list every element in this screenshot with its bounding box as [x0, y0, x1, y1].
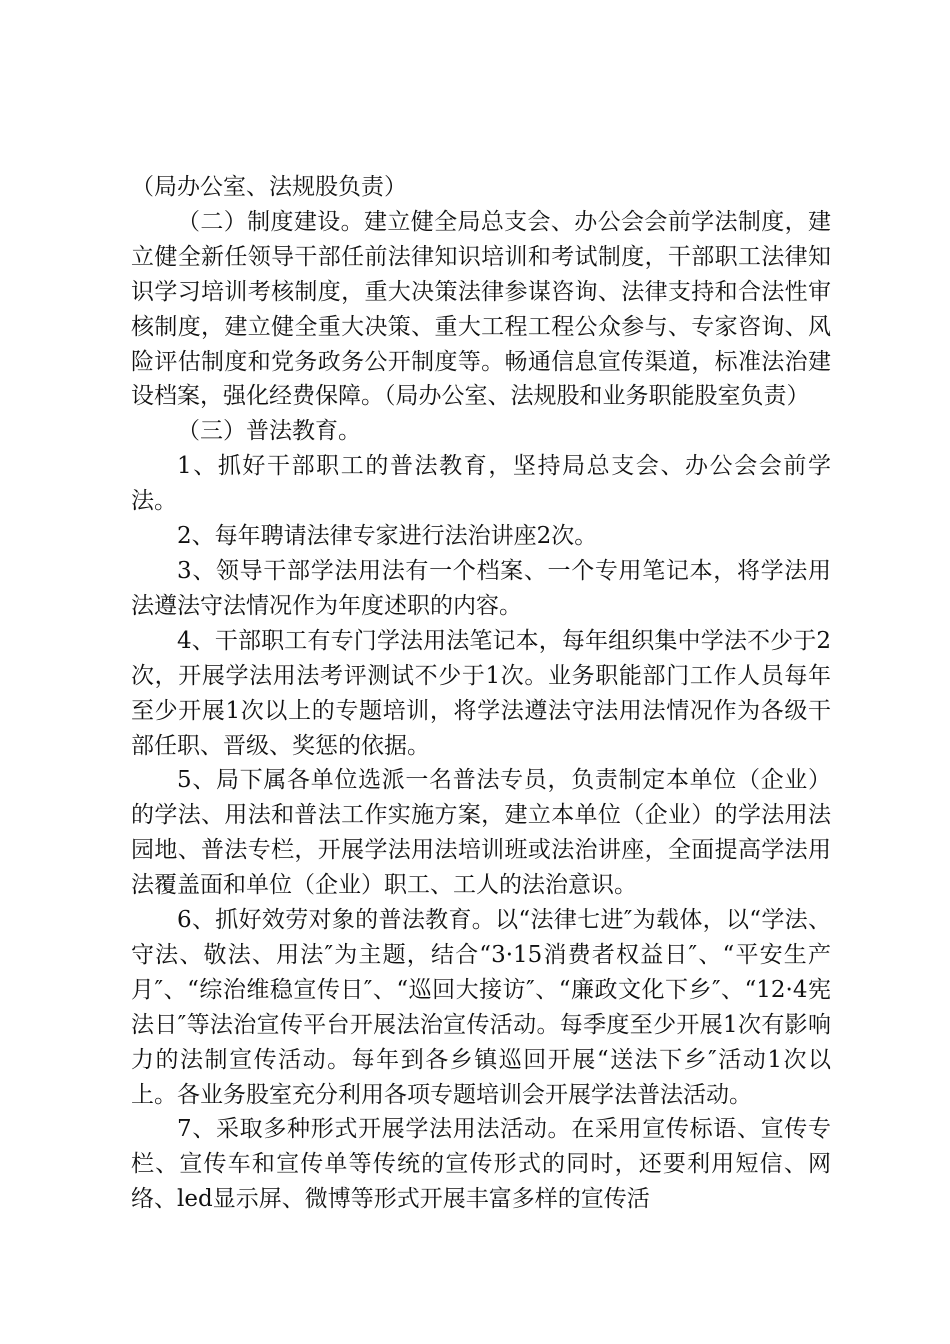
list-item-2: 2、每年聘请法律专家进行法治讲座2次。 [177, 523, 598, 550]
heading-legal-education: （三）普法教育。 [177, 418, 361, 445]
list-item-1: 1、抓好干部职工的普法教育，坚持局总支会、办公会会前学法。 [131, 453, 831, 515]
list-item-7: 7、采取多种形式开展学法用法活动。在采用宣传标语、宣传专栏、宣传车和宣传单等传统的宣传形式的同时，还要利用短信、网络、led显示屏、微博等形式开展丰富多样的宣传活 [131, 1116, 831, 1213]
list-item-4: 4、干部职工有专门学法用法笔记本，每年组织集中学法不少于2次，开展学法用法考评测试不少于1次。业务职能部门工作人员每年至少开展1次以上的专题培训，将学法遵法守法用法情况作为各级干部任职、晋级、奖惩的依据。 [131, 627, 831, 759]
list-item-5: 5、局下属各单位选派一名普法专员，负责制定本单位（企业）的学法、用法和普法工作实施方案，建立本单位（企业）的学法用法园地、普法专栏，开展学法用法培训班或法治讲座，全面提高学法用法覆盖面和单位（企业）职工、工人的法治意识。 [131, 767, 831, 899]
list-item-6: 6、抓好效劳对象的普法教育。以“法律七进″为载体，以“学法、守法、敬法、用法″为主题，结合“3·15消费者权益日″、“平安生产月″、“综治维稳宣传日″、“巡回大接访″、“廉政文化下乡″、“12·4宪法日″等法治宣传平台开展法治宣传活动。每季度至少开展1次有影响力的法制宣传活动。每年到各乡镇巡回开展“送法下乡″活动1次以上。各业务股室充分利用各项专题培训会开展学法普法活动。 [131, 907, 831, 1108]
paragraph-responsible-office: （局办公室、法规股负责） [131, 174, 407, 200]
paragraph-system-building: （二）制度建设。建立健全局总支会、办公会会前学法制度，建立健全新任领导干部任前法律知识培训和考试制度，干部职工法律知识学习培训考核制度，重大决策法律参谋咨询、法律支持和合法性审核制度，建立健全重大决策、重大工程工程公众参与、专家咨询、风险评估制度和党务政务公开制度等。畅通信息宣传渠道，标准法治建设档案，强化经费保障。（局办公室、法规股和业务职能股室负责） [131, 208, 831, 410]
list-item-3: 3、领导干部学法用法有一个档案、一个专用笔记本，将学法用法遵法守法情况作为年度述职的内容。 [131, 557, 831, 619]
document-body [131, 170, 831, 1217]
